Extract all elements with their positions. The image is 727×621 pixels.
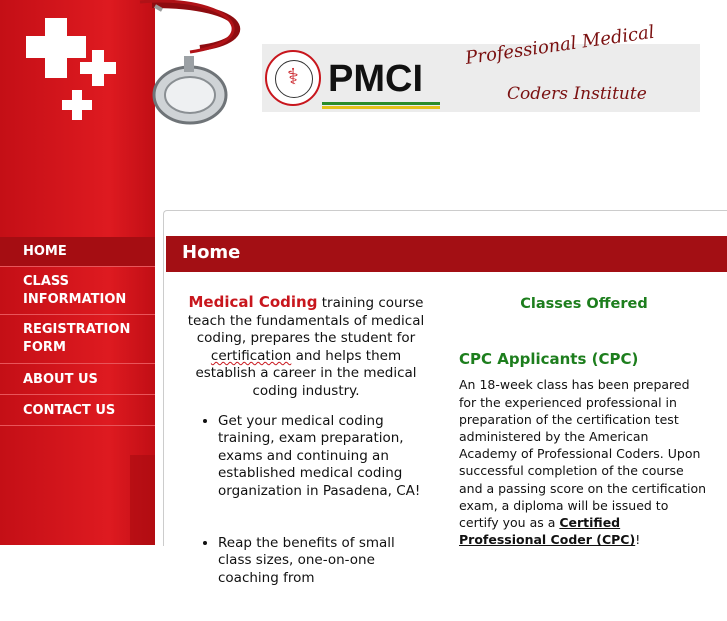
- page-title: Home: [182, 242, 241, 263]
- sidebar-shade: [130, 455, 155, 545]
- logo-script-line2: Coders Institute: [507, 84, 647, 104]
- brand-logo[interactable]: [262, 21, 700, 112]
- list-item: • Get your medical coding training, exam preparation, exams and continuing an established medical coding organization in Pasadena, CA!: [218, 413, 432, 501]
- intro-lead: Medical Coding: [188, 293, 318, 311]
- medical-cross-icon: [26, 18, 86, 78]
- nav-item-contact-us[interactable]: CONTACT US: [0, 395, 155, 426]
- intro-paragraph: [180, 294, 432, 401]
- nav-item-registration-form[interactable]: [0, 315, 155, 364]
- stethoscope-icon: [100, 0, 250, 130]
- logo-underline: [322, 102, 440, 105]
- page-title-bar: [166, 236, 727, 272]
- cpc-link[interactable]: Certified Professional Coder (CPC): [459, 515, 636, 548]
- benefits-list: [180, 413, 432, 588]
- intro-column: [180, 294, 432, 621]
- nav-item-label: REGISTRATION FORM: [23, 322, 131, 355]
- intro-text-a: training course teach the fundamentals of medical coding, prepares the student for: [187, 295, 425, 347]
- classes-column: [459, 294, 709, 548]
- logo-script-line1: Professional Medical: [464, 21, 656, 69]
- cpc-description: [459, 376, 709, 548]
- caduceus-icon: ⚕: [287, 65, 299, 90]
- medical-cross-icon: [62, 90, 92, 120]
- cpc-body-text: An 18-week class has been prepared for the experienced professional in preparation of the certification test administered by the American Academy of Professional Coders. Upon successful completion of the course and a passing score on the certification exam, a diploma will be issued to certify you as a: [459, 377, 707, 531]
- logo-seal-icon: [265, 50, 321, 106]
- classes-heading: Classes Offered: [520, 296, 648, 312]
- nav-item-class-information[interactable]: [0, 267, 155, 315]
- cpc-heading: CPC Applicants (CPC): [459, 350, 639, 369]
- logo-text: PMCI: [328, 58, 423, 100]
- intro-text-b: and helps them establish a career in the medical coding industry.: [195, 347, 417, 399]
- main-nav: [0, 237, 155, 426]
- nav-item-label: CLASS INFORMATION: [23, 274, 127, 307]
- cpc-end: !: [635, 532, 641, 548]
- nav-item-about-us[interactable]: ABOUT US: [0, 364, 155, 395]
- nav-item-home[interactable]: HOME: [0, 237, 155, 267]
- list-item: • Reap the benefits of small class sizes, one-on-one coaching from: [218, 535, 432, 588]
- logo-underline: [322, 106, 440, 109]
- certification-link[interactable]: certification: [210, 347, 292, 364]
